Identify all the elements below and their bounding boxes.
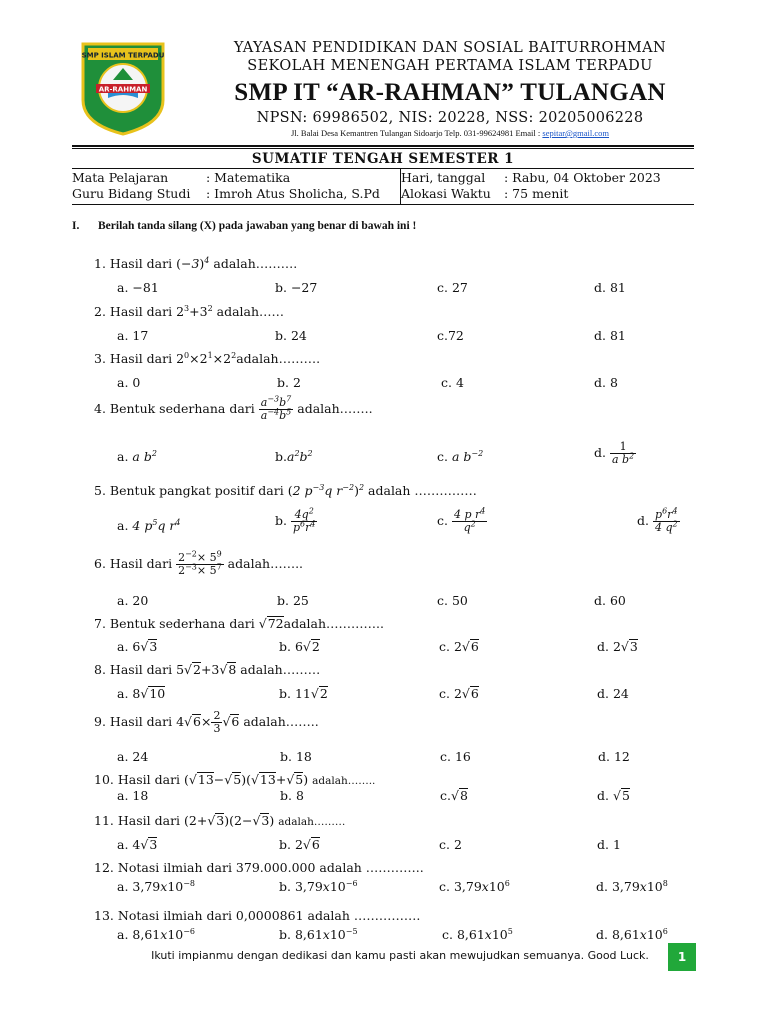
question-5: 5. Bentuk pangkat positif dari (2 $p^{-3}q$ $r^{-2})^2$ adalah ……………: [94, 482, 477, 498]
teacher-label: Guru Bidang Studi: [72, 186, 191, 201]
question-1: 1. Hasil dari $(-3)^4$ adalah……….: [94, 255, 298, 271]
q3-option-c[interactable]: c. 4: [441, 375, 464, 390]
q10-option-a[interactable]: a. 18: [117, 788, 149, 803]
question-9: 9. Hasil dari 4√6× $\frac{2}{3}$ √6 adalah……..: [94, 709, 319, 736]
q5-option-c[interactable]: c. $\frac{4 p r^4}{q^2}$: [437, 506, 486, 535]
email-link[interactable]: sepitar@gmail.com: [542, 128, 609, 138]
q2-option-b[interactable]: b. 24: [275, 328, 307, 343]
q3-option-a[interactable]: a. 0: [117, 375, 141, 390]
info-bottom-border: [72, 204, 694, 205]
subject-label: Mata Pelajaran: [72, 170, 169, 185]
q2-option-c[interactable]: c.72: [437, 328, 464, 343]
q11-option-c[interactable]: c. 2: [439, 837, 462, 852]
q10-option-c[interactable]: c.√8: [440, 788, 468, 803]
q13-option-a[interactable]: a. $8,61x10^{-6}$: [117, 926, 196, 942]
q6-option-d[interactable]: d. 60: [594, 593, 626, 608]
date-value: : Rabu, 04 Oktober 2023: [504, 170, 661, 185]
time-value: : 75 menit: [504, 186, 569, 201]
q3-option-d[interactable]: d. 8: [594, 375, 618, 390]
q13-option-d[interactable]: d. $8,61x10^6$: [596, 926, 668, 942]
q11-option-d[interactable]: d. 1: [597, 837, 621, 852]
q7-option-c[interactable]: c. 2√6: [439, 639, 479, 654]
q4-option-c[interactable]: c. a $b^{-2}$: [437, 448, 484, 464]
q9-option-c[interactable]: c. 16: [440, 749, 471, 764]
q4-option-d[interactable]: d. $\frac{1}{a b^2}$: [594, 440, 635, 467]
q6-option-c[interactable]: c. 50: [437, 593, 468, 608]
question-11: 11. Hasil dari (2+√3)(2−√3) adalah………: [94, 813, 346, 828]
q8-option-a[interactable]: a. 8√10: [117, 686, 166, 701]
q13-option-b[interactable]: b. $8,61x10^{-5}$: [279, 926, 358, 942]
question-4: 4. Bentuk sederhana dari $\frac{a^{-3}b^7}{a^{-4}b^5}$ adalah……..: [94, 394, 373, 423]
school-type: SEKOLAH MENENGAH PERTAMA ISLAM TERPADU: [247, 58, 653, 74]
question-13: 13. Notasi ilmiah dari 0,0000861 adalah …………….: [94, 908, 421, 923]
time-label: Alokasi Waktu: [401, 186, 491, 201]
q5-option-a[interactable]: a. 4 $p^5q$ $r^4$: [117, 517, 181, 533]
q2-option-d[interactable]: d. 81: [594, 328, 626, 343]
question-12: 12. Notasi ilmiah dari 379.000.000 adalah …………..: [94, 860, 424, 875]
q11-option-a[interactable]: a. 4√3: [117, 837, 158, 852]
school-logo: [78, 40, 168, 136]
svg-text:SMP ISLAM TERPADU: SMP ISLAM TERPADU: [81, 51, 165, 60]
question-7: 7. Bentuk sederhana dari √72adalah…………..: [94, 616, 384, 631]
school-ids: NPSN: 69986502, NIS: 20228, NSS: 20205006228: [256, 110, 644, 126]
q8-option-d[interactable]: d. 24: [597, 686, 629, 701]
footer-motto: Ikuti impianmu dengan dedikasi dan kamu pasti akan mewujudkan semuanya. Good Luck.: [151, 949, 649, 962]
question-3: 3. Hasil dari $2^0\times 2^1\times 2^2adalah\dots\dots\dots$.: [94, 350, 321, 366]
q11-option-b[interactable]: b. 2√6: [279, 837, 320, 852]
q12-option-d[interactable]: d. $3,79x10^8$: [596, 878, 668, 894]
q8-option-c[interactable]: c. 2√6: [439, 686, 479, 701]
q5-option-d[interactable]: d. $\frac{p^6r^4}{4 q^2}$: [637, 506, 678, 535]
q3-option-b[interactable]: b. 2: [277, 375, 301, 390]
page-number-badge: 1: [668, 943, 696, 971]
q4-option-a[interactable]: a. a $b^2$: [117, 448, 157, 464]
q12-option-c[interactable]: c. $3,79x10^6$: [439, 878, 510, 894]
q7-option-a[interactable]: a. 6√3: [117, 639, 158, 654]
subject-value: : Matematika: [206, 170, 291, 185]
question-10: 10. Hasil dari (√13−√5)(√13+√5) adalah……..: [94, 772, 376, 787]
q10-option-b[interactable]: b. 8: [280, 788, 304, 803]
teacher-value: : Imroh Atus Sholicha, S.Pd: [206, 186, 380, 201]
q10-option-d[interactable]: d. √5: [597, 788, 630, 803]
q1-option-a[interactable]: a. −81: [117, 280, 159, 295]
q7-option-d[interactable]: d. 2√3: [597, 639, 638, 654]
header-divider-thin: [72, 148, 694, 149]
school-address: Jl. Balai Desa Kemantren Tulangan Sidoarjo Telp. 031-99624981 Email : sepitar@gmail.com: [291, 128, 609, 138]
q12-option-a[interactable]: a. $3,79x10^{-8}$: [117, 878, 196, 894]
exam-title: SUMATIF TENGAH SEMESTER 1: [251, 151, 515, 167]
q7-option-b[interactable]: b. 6√2: [279, 639, 320, 654]
q1-option-b[interactable]: b. −27: [275, 280, 318, 295]
foundation-name: YAYASAN PENDIDIKAN DAN SOSIAL BAITURROHMAN: [233, 40, 667, 56]
q13-option-c[interactable]: c. $8,61x10^5$: [442, 926, 513, 942]
q5-option-b[interactable]: b. $\frac{4q^2}{p^6r^4}$: [275, 506, 316, 535]
q6-option-b[interactable]: b. 25: [277, 593, 309, 608]
section-instruction: Berilah tanda silang (X) pada jawaban yang benar di bawah ini !: [98, 220, 417, 232]
school-name: SMP IT “AR-RAHMAN” TULANGAN: [234, 79, 666, 106]
question-6: 6. Hasil dari $\frac{2^{-2}\times 5^9}{2^{-3}\times 5^7}$ adalah……..: [94, 549, 304, 578]
q2-option-a[interactable]: a. 17: [117, 328, 149, 343]
q6-option-a[interactable]: a. 20: [117, 593, 149, 608]
svg-text:AR-RAHMAN: AR-RAHMAN: [98, 85, 148, 94]
info-top-border: [72, 168, 694, 169]
q1-option-d[interactable]: d. 81: [594, 280, 626, 295]
q9-option-a[interactable]: a. 24: [117, 749, 149, 764]
question-2: 2. Hasil dari $2^3+3^2$ adalah……: [94, 303, 285, 319]
date-label: Hari, tanggal: [401, 170, 486, 185]
header-divider: [72, 145, 694, 147]
q12-option-b[interactable]: b. $3,79x10^{-6}$: [279, 878, 358, 894]
section-number: I.: [72, 220, 80, 232]
q4-option-b[interactable]: $b.a^2b^2$: [275, 448, 313, 464]
q9-option-b[interactable]: b. 18: [280, 749, 312, 764]
q8-option-b[interactable]: b. 11√2: [279, 686, 328, 701]
question-8: 8. Hasil dari 5√2+3√8 adalah………: [94, 662, 321, 677]
q9-option-d[interactable]: d. 12: [598, 749, 630, 764]
q1-option-c[interactable]: c. 27: [437, 280, 468, 295]
